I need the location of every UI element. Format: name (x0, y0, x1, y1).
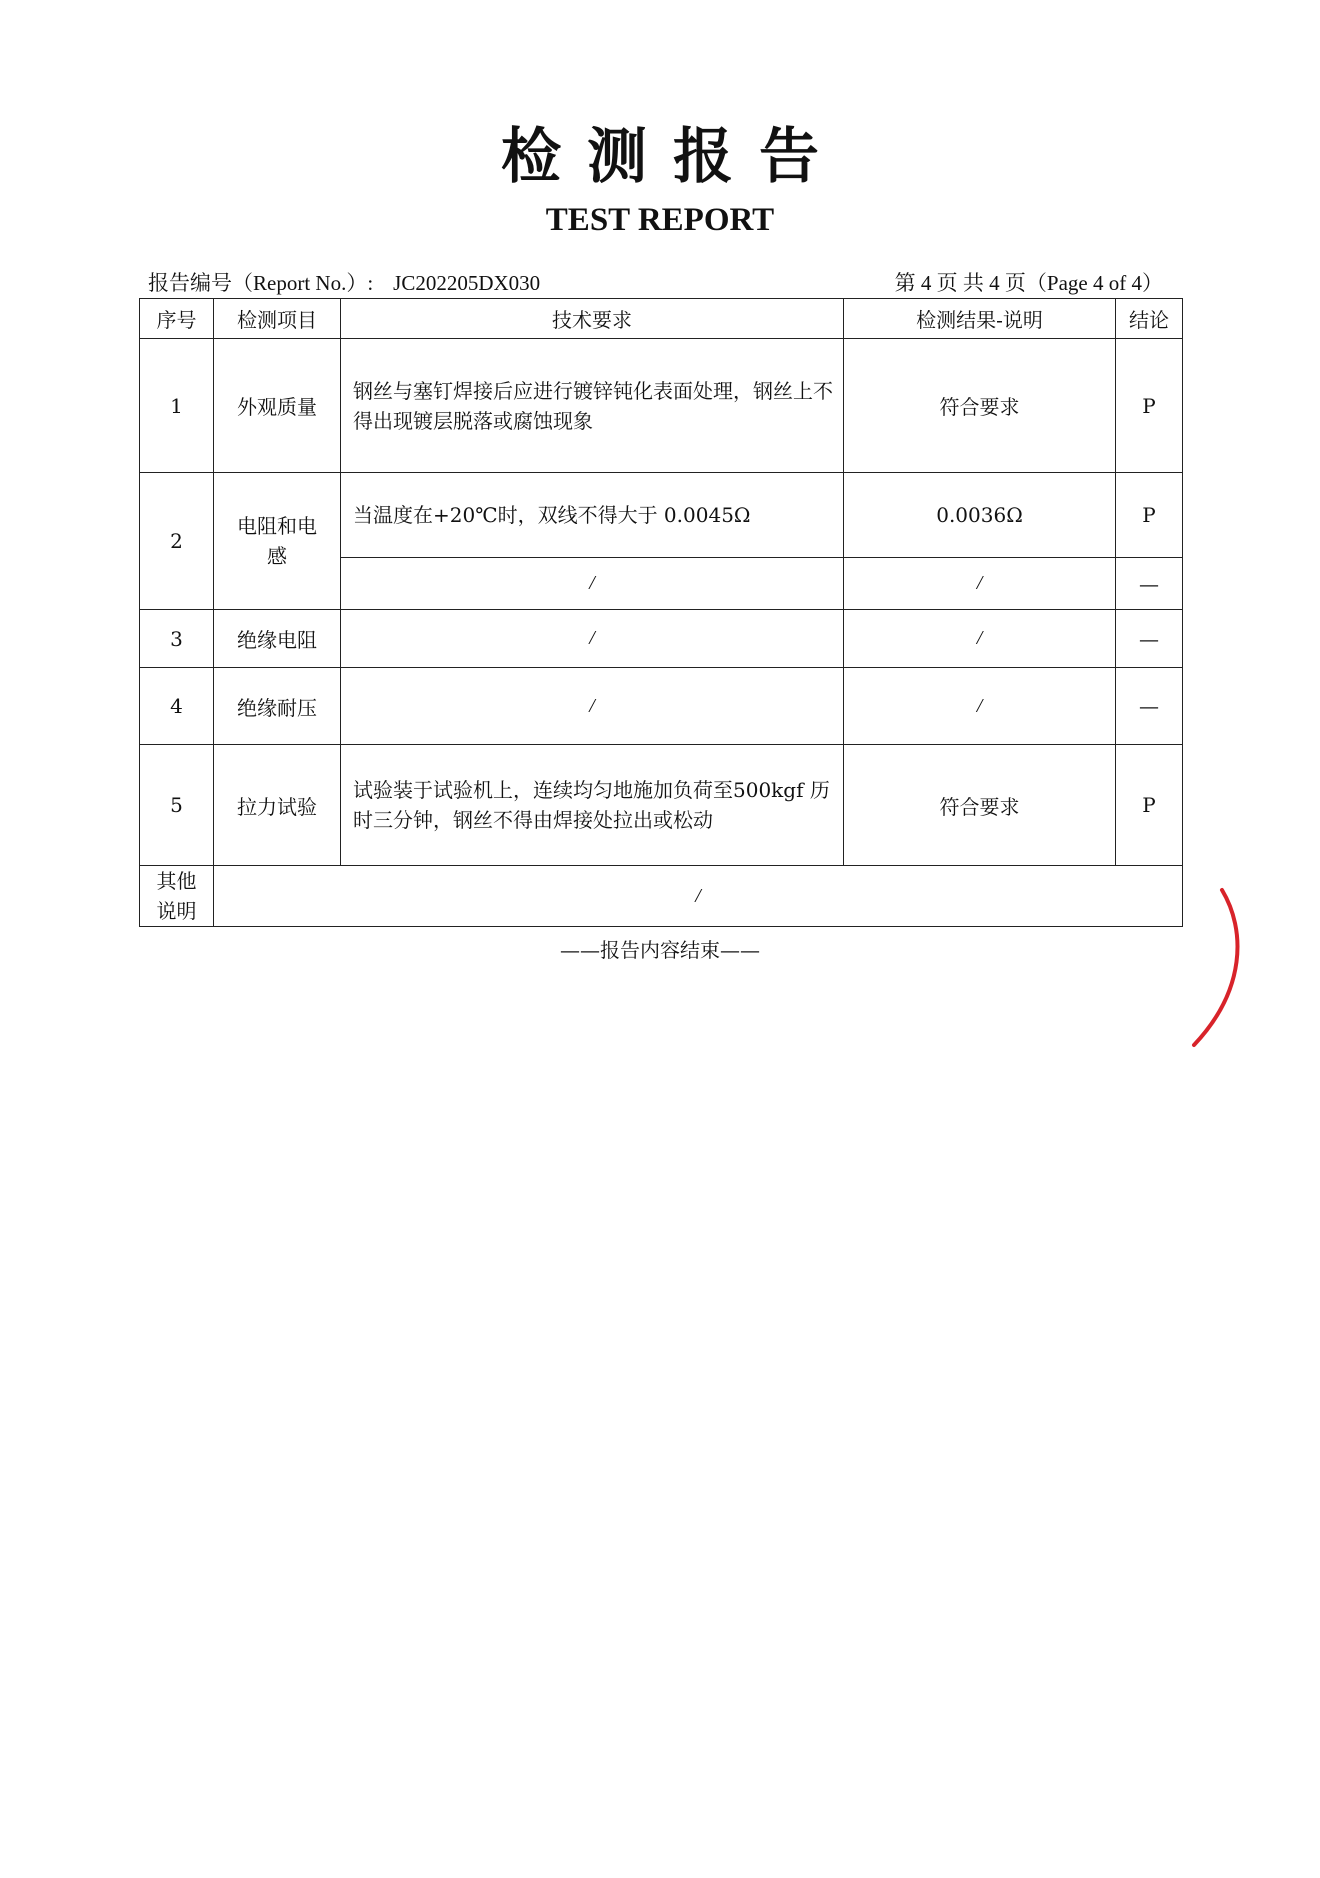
cell-item: 电阻和电感 (214, 473, 341, 610)
report-title-en: TEST REPORT (545, 202, 775, 238)
cell-item: 外观质量 (214, 339, 341, 473)
cell-requirement: 当温度在+20℃时，双线不得大于 0.0045Ω (341, 473, 844, 558)
cell-requirement: 钢丝与塞钉焊接后应进行镀锌钝化表面处理，钢丝上不得出现镀层脱落或腐蚀现象 (341, 339, 844, 473)
table-row-other (140, 866, 1183, 927)
cell-conclusion: P (1116, 339, 1183, 473)
red-stamp-edge (1180, 880, 1260, 1060)
cell-no: 5 (140, 745, 214, 866)
report-end-marker: ——报告内容结束—— (560, 938, 760, 962)
cell-conclusion: P (1116, 745, 1183, 866)
cell-no: 4 (140, 668, 214, 745)
results-table (139, 298, 1183, 927)
cell-conclusion: — (1116, 558, 1183, 610)
report-no-value: JC202205DX030 (393, 271, 541, 295)
report-number-line (148, 268, 540, 298)
cell-other-label: 其他说明 (140, 866, 214, 927)
table-row (140, 668, 1183, 745)
cell-requirement: / (341, 668, 844, 745)
col-header-requirement: 技术要求 (341, 299, 844, 339)
cell-item: 绝缘电阻 (214, 610, 341, 668)
cell-result: 0.0036Ω (844, 473, 1116, 558)
cell-result: / (844, 610, 1116, 668)
cell-item: 拉力试验 (214, 745, 341, 866)
report-title-cn: 检测报告 (501, 122, 845, 192)
cell-result: / (844, 668, 1116, 745)
cell-no: 3 (140, 610, 214, 668)
cell-conclusion: P (1116, 473, 1183, 558)
cell-conclusion: — (1116, 610, 1183, 668)
table-row (140, 473, 1183, 558)
col-header-no: 序号 (140, 299, 214, 339)
col-header-conclusion: 结论 (1116, 299, 1183, 339)
cell-no: 2 (140, 473, 214, 610)
cell-requirement: / (341, 558, 844, 610)
cell-other-value: / (214, 866, 1183, 927)
cell-requirement: 试验装于试验机上，连续均匀地施加负荷至500kgf 历时三分钟，钢丝不得由焊接处拉出或松动 (341, 745, 844, 866)
table-row (140, 745, 1183, 866)
stamp-arc (1194, 890, 1237, 1045)
table-row (140, 610, 1183, 668)
cell-result: 符合要求 (844, 339, 1116, 473)
cell-no: 1 (140, 339, 214, 473)
cell-conclusion: — (1116, 668, 1183, 745)
table-header-row (140, 299, 1183, 339)
table-row (140, 339, 1183, 473)
page-info: 第 4 页 共 4 页（Page 4 of 4） (894, 271, 1163, 295)
cell-requirement: / (341, 610, 844, 668)
cell-result: / (844, 558, 1116, 610)
cell-item: 绝缘耐压 (214, 668, 341, 745)
col-header-result: 检测结果-说明 (844, 299, 1116, 339)
cell-result: 符合要求 (844, 745, 1116, 866)
col-header-item: 检测项目 (214, 299, 341, 339)
report-no-label: 报告编号（Report No.）: (148, 271, 374, 295)
